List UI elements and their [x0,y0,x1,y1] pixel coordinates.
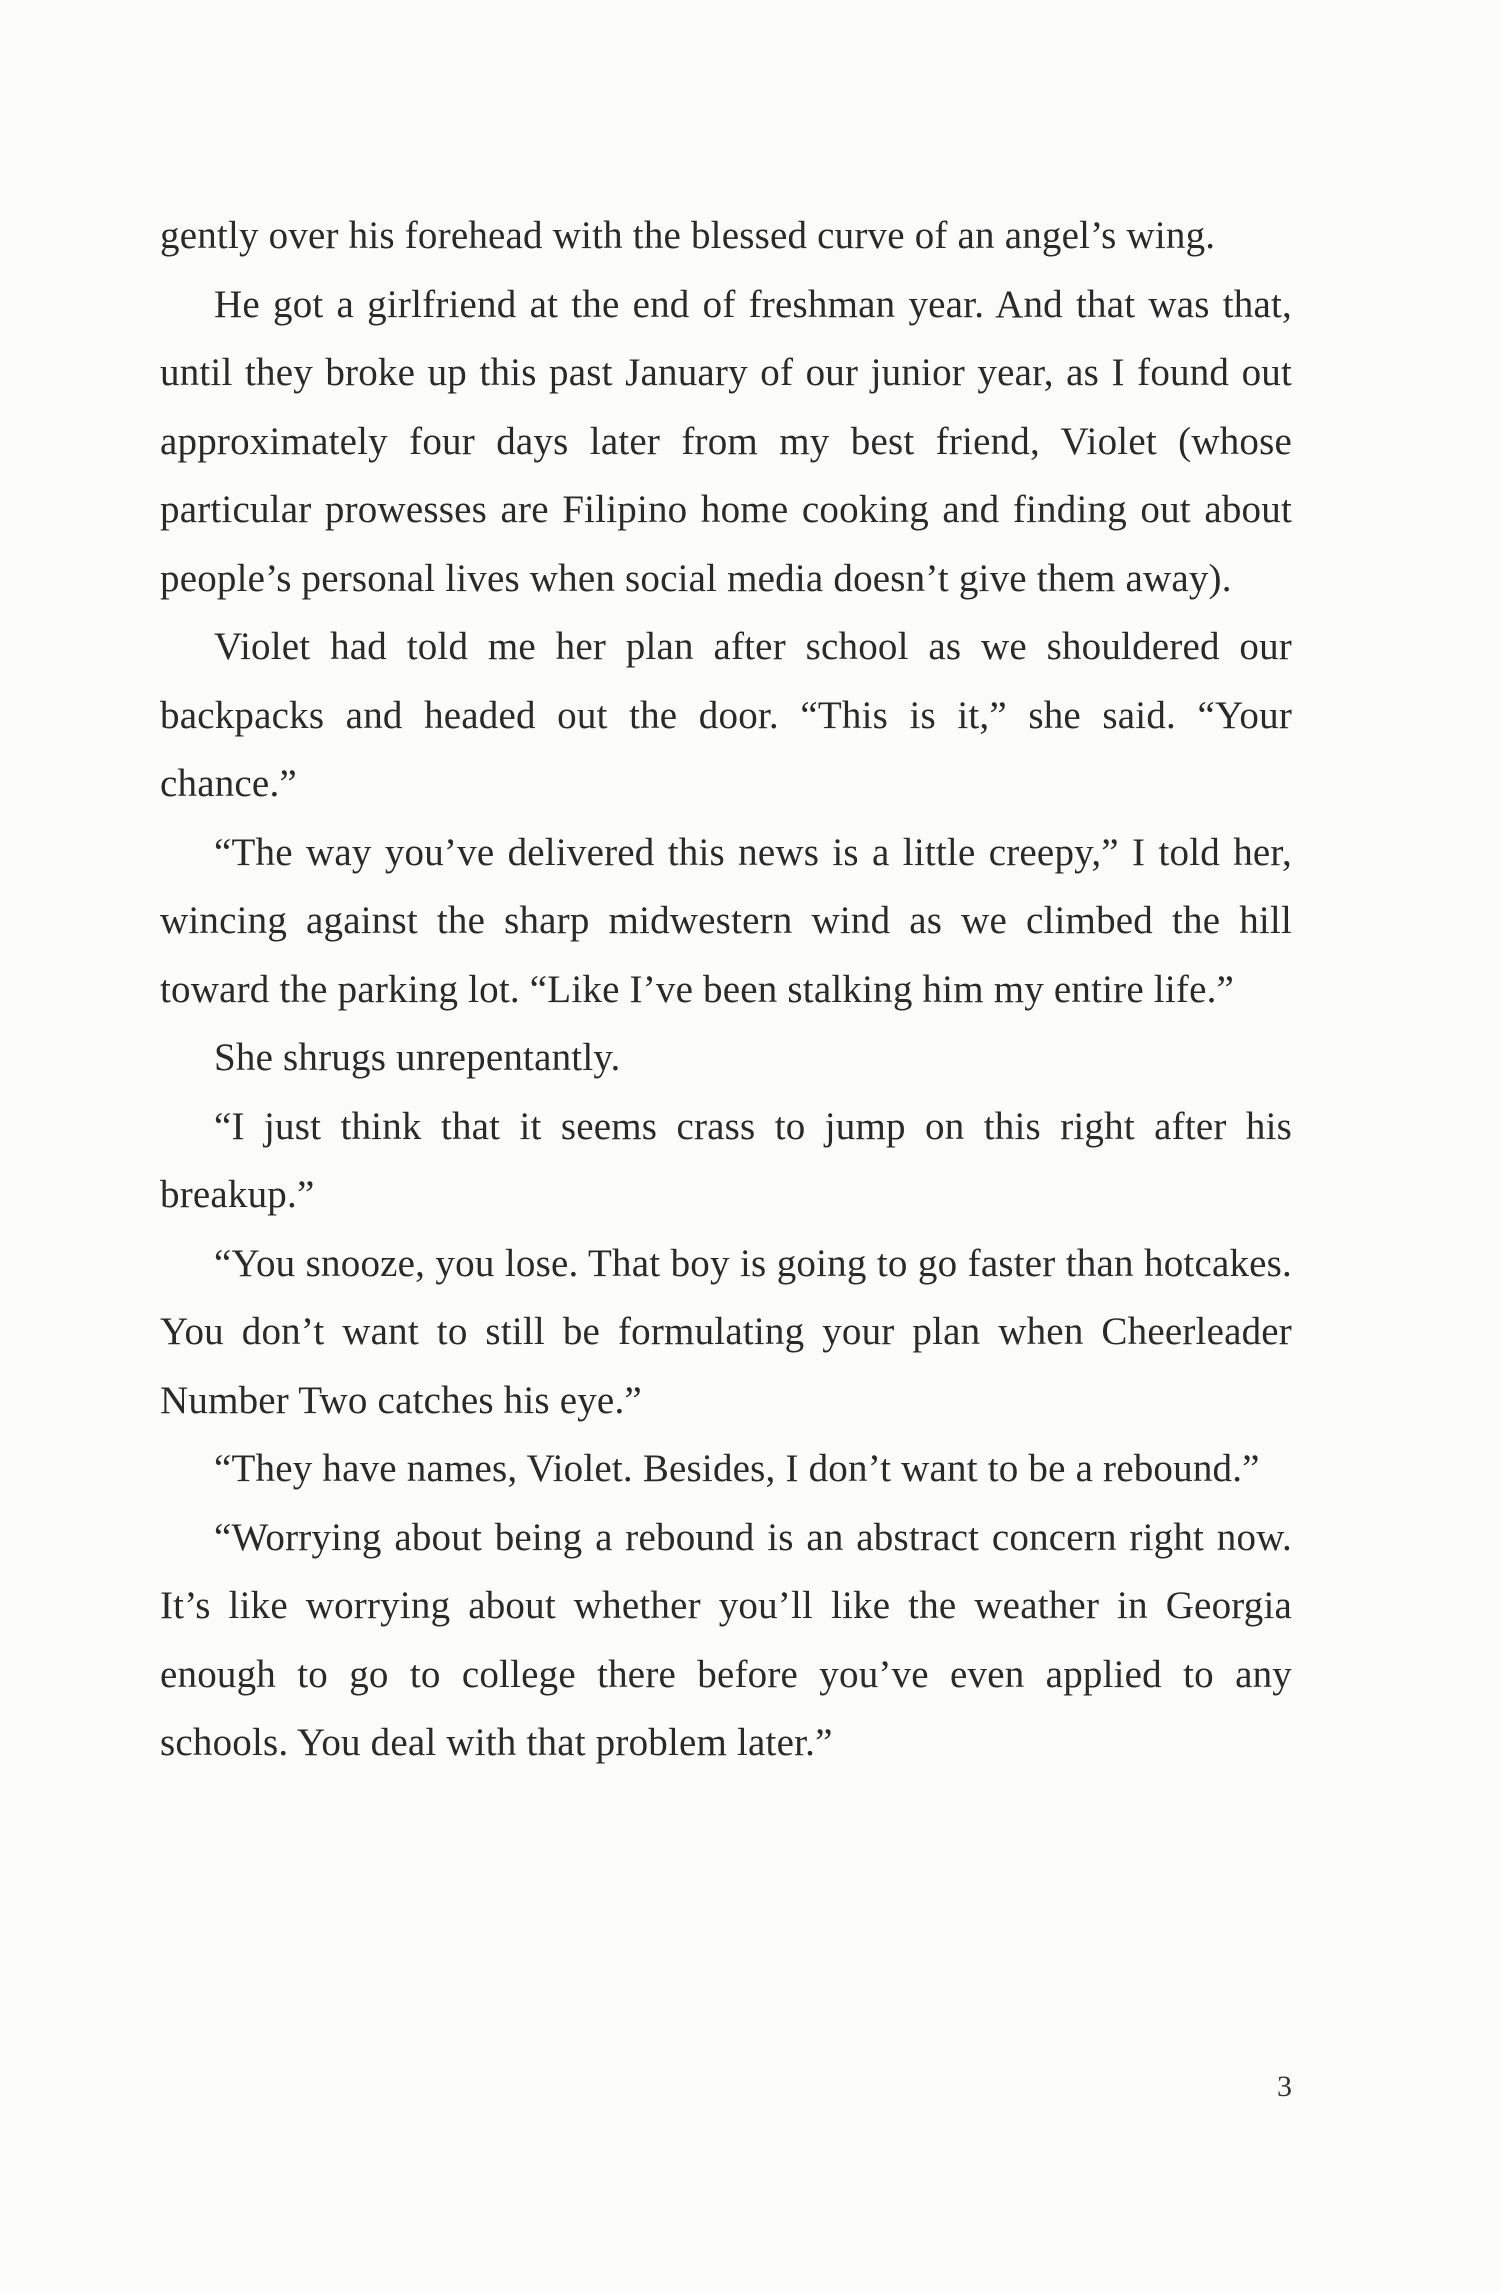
paragraph: “Worrying about being a rebound is an abstract concern right now. It’s like worrying about whether you’ll like the weather in Georgia enough to go to college there before you’ve even applied to any schools. You deal with that problem later.” [160,1515,1292,1764]
paragraph: “They have names, Violet. Besides, I don’t want to be a rebound.” [214,1447,1260,1490]
paragraph: “You snooze, you lose. That boy is going to go faster than hotcakes. You don’t want to still be formulating your plan when Cheerleader Number Two catches his eye.” [160,1241,1292,1422]
paragraph: “The way you’ve delivered this news is a little creepy,” I told her, wincing against the sharp midwestern wind as we climbed the hill toward the parking lot. “Like I’ve been stalking him my entire life.” [160,830,1292,1011]
paragraph: “I just think that it seems crass to jump on this right after his breakup.” [160,1104,1292,1216]
paragraph: gently over his forehead with the blessed curve of an angel’s wing. [160,214,1216,257]
page-number: 3 [1277,2070,1292,2103]
body-text [160,202,1292,1778]
paragraph: She shrugs unrepentantly. [214,1036,621,1079]
paragraph: Violet had told me her plan after school as we shouldered our backpacks and headed out the door. “This is it,” she said. “Your chance.” [160,625,1292,805]
paragraph: He got a girlfriend at the end of freshman year. And that was that, until they broke up this past January of our junior year, as I found out approximately four days later from my best friend, Violet (whose particular prowesses are Filipino home cooking and finding out about people’s personal lives when social media doesn’t give them away). [160,282,1292,600]
